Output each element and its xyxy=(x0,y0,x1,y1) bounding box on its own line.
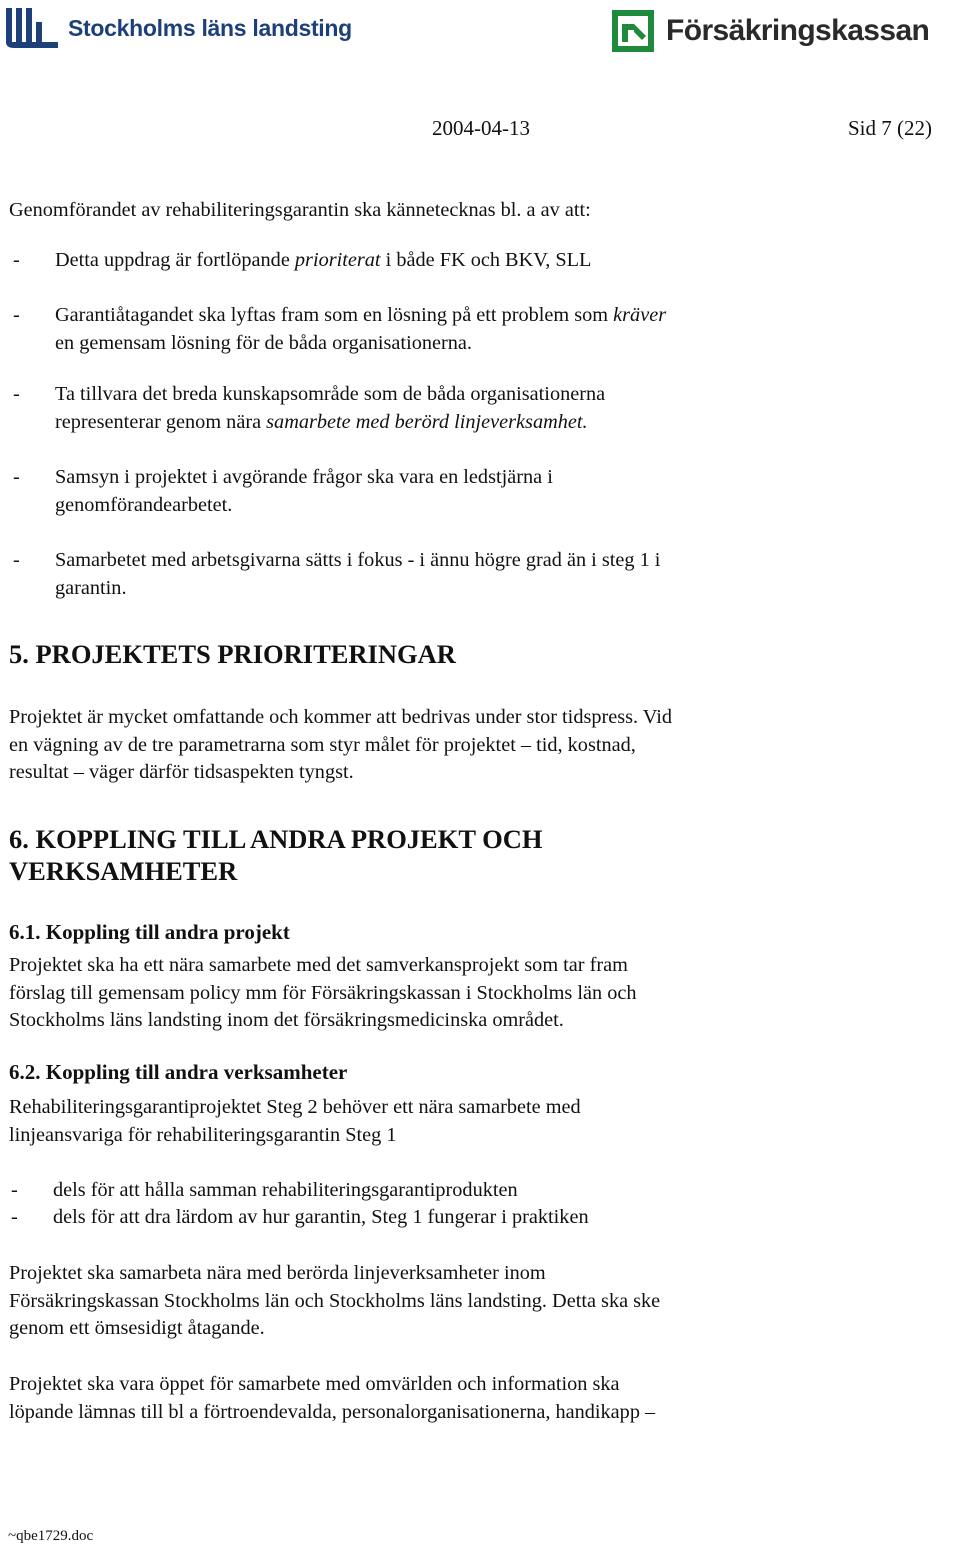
bullet-dash: - xyxy=(13,304,20,326)
subsection-heading: 6.2. Koppling till andra verksamheter xyxy=(9,1060,348,1084)
bullet-dash: - xyxy=(11,1206,18,1228)
fk-emblem-icon xyxy=(612,10,654,52)
section5-paragraph: Projektet är mycket omfattande och kommer att bedrivas under stor tidspress. Vid en vägning av de tre parametrarna som styr målet för projektet – tid, kostnad, resultat – väger därför tidsaspekten tyngst. xyxy=(9,706,673,783)
bullet-text: Detta uppdrag är fortlöpande prioriterat i både FK och BKV, SLL xyxy=(55,249,592,271)
document-date: 2004-04-13 xyxy=(432,116,530,140)
bullet-dash: - xyxy=(11,1179,18,1201)
bullet-text: dels för att dra lärdom av hur garantin, Steg 1 fungerar i praktiken xyxy=(53,1206,589,1228)
sll-emblem-icon xyxy=(4,6,60,50)
fk-name: Försäkringskassan xyxy=(666,14,930,47)
bullet-text: Samsyn i projektet i avgörande frågor ska vara en ledstjärna i genomförandearbetet. xyxy=(55,466,553,516)
section-heading: 5. PROJEKTETS PRIORITERINGAR xyxy=(9,639,456,669)
bullet-dash: - xyxy=(13,466,20,488)
sll-name: Stockholms läns landsting xyxy=(68,14,352,41)
subsection-heading: 6.1. Koppling till andra projekt xyxy=(9,920,290,944)
bullet-dash: - xyxy=(13,383,20,405)
section-heading: 6. KOPPLING TILL ANDRA PROJEKT OCH VERKSAMHETER xyxy=(9,824,543,886)
subsection-paragraph: Projektet ska ha ett nära samarbete med det samverkansprojekt som tar fram förslag till gemensam policy mm för Försäkringskassan i Stockholms län och Stockholms läns landsting inom det försäkringsmedicinska området. xyxy=(9,954,637,1031)
paragraph: Projektet ska vara öppet för samarbete med omvärlden och information ska löpande lämnas till bl a förtroendevalda, personalorganisationerna, handikapp – xyxy=(9,1373,656,1423)
bullet-text: Samarbetet med arbetsgivarna sätts i fokus - i ännu högre grad än i steg 1 i garantin. xyxy=(55,549,661,599)
intro-text: Genomförandet av rehabiliteringsgarantin ska kännetecknas bl. a av att: xyxy=(9,199,591,221)
bullet-dash: - xyxy=(13,549,20,571)
bullet-text: Ta tillvara det breda kunskapsområde som de båda organisationerna representerar genom nära samarbete med berörd linjeverksamhet. xyxy=(55,383,606,433)
sll-logo xyxy=(4,6,352,50)
fk-logo xyxy=(612,10,929,52)
subsection-paragraph: Rehabiliteringsgarantiprojektet Steg 2 behöver ett nära samarbete med linjeansvariga för rehabiliteringsgarantin Steg 1 xyxy=(9,1096,581,1146)
bullet-text: Garantiåtagandet ska lyftas fram som en lösning på ett problem som kräver en gemensam lösning för de båda organisationerna. xyxy=(55,304,667,354)
bullet-dash: - xyxy=(13,249,20,271)
paragraph: Projektet ska samarbeta nära med berörda linjeverksamheter inom Försäkringskassan Stockholms län och Stockholms läns landsting. Detta ska ske genom ett ömsesidigt åtagande. xyxy=(9,1262,661,1339)
bullet-text: dels för att hålla samman rehabiliteringsgarantiprodukten xyxy=(53,1179,518,1201)
footer-filename: ~qbe1729.doc xyxy=(8,1528,94,1544)
page-number: Sid 7 (22) xyxy=(848,116,932,140)
